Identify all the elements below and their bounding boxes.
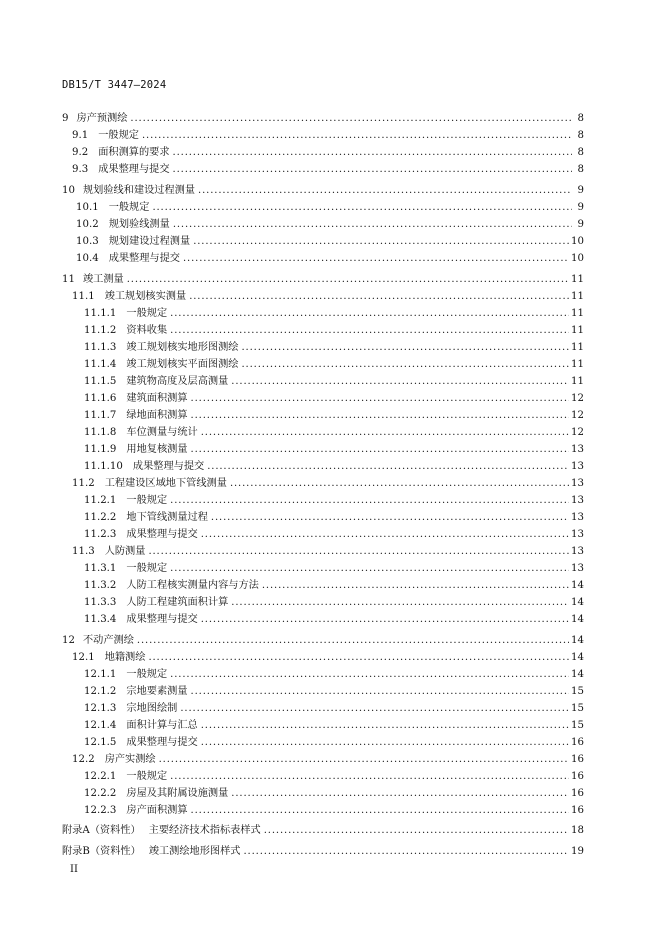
toc-entry-number: 11.3.3	[84, 597, 117, 608]
toc-entry-number: 11.1.9	[84, 444, 117, 455]
toc-entry[interactable]	[76, 249, 584, 266]
toc-leader-dots	[170, 770, 569, 784]
toc-leader-dots	[231, 375, 569, 389]
toc-entry-title: 规划验线测量	[108, 219, 170, 230]
toc-leader-dots	[231, 787, 569, 801]
toc-entry-number: 12	[62, 635, 75, 646]
toc-entry-page: 15	[571, 720, 584, 731]
toc-entry-number: 12.2.1	[84, 771, 117, 782]
toc-entry-page: 9	[577, 202, 584, 213]
toc-entry-title: 一般规定	[126, 563, 168, 574]
toc-entry-page: 14	[571, 669, 584, 680]
toc-entry[interactable]	[72, 126, 584, 143]
toc-entry-title: 房屋及其附属设施测量	[126, 788, 229, 799]
toc-entry-page: 13	[571, 529, 584, 540]
toc-entry-page: 12	[571, 410, 584, 421]
toc-entry-number: 12.2.3	[84, 805, 117, 816]
toc-entry-title: 房产实测绘	[104, 754, 156, 765]
toc-entry[interactable]	[84, 716, 584, 733]
toc-entry-title: 竣工测绘地形图样式	[148, 846, 241, 857]
toc-entry-page: 14	[571, 614, 584, 625]
toc-entry-number: 11.1.5	[84, 376, 117, 387]
toc-entry-title: 资料收集	[126, 325, 168, 336]
toc-leader-dots	[191, 409, 570, 423]
toc-entry-title: 地籍测绘	[104, 652, 146, 663]
toc-entry-title: 面积测算的要求	[98, 147, 170, 158]
toc-entry-number: 12.1	[72, 652, 95, 663]
toc-entry[interactable]	[84, 801, 584, 818]
toc-entry-number: 11.3.1	[84, 563, 117, 574]
toc-entry[interactable]	[72, 648, 584, 665]
toc-entry-title: 规划验线和建设过程测量	[82, 185, 196, 196]
toc-entry-page: 14	[571, 652, 584, 663]
toc-entry-number: 10.4	[76, 253, 99, 264]
toc-entry-page: 10	[571, 253, 584, 264]
toc-entry-page: 16	[571, 788, 584, 799]
toc-leader-dots	[241, 341, 569, 355]
toc-leader-dots	[211, 511, 569, 525]
toc-entry[interactable]	[76, 215, 584, 232]
toc-entry-page: 15	[571, 703, 584, 714]
toc-entry[interactable]	[72, 287, 584, 304]
toc-entry-page: 8	[577, 113, 584, 124]
toc-entry-title: 成果整理与提交	[126, 614, 198, 625]
toc-leader-dots	[170, 562, 569, 576]
toc-entry-page: 10	[571, 236, 584, 247]
toc-entry-page: 13	[571, 512, 584, 523]
toc-leader-dots	[148, 545, 569, 559]
toc-entry-page: 15	[571, 686, 584, 697]
toc-leader-dots	[152, 201, 572, 215]
toc-entry-page: 11	[571, 359, 584, 370]
toc-entry-number: 附录B（资料性）	[62, 846, 141, 857]
toc-leader-dots	[231, 596, 569, 610]
toc-entry-number: 9.1	[72, 130, 89, 141]
toc-entry-number: 11.2.2	[84, 512, 117, 523]
toc-entry-title: 车位测量与统计	[126, 427, 198, 438]
toc-leader-dots	[191, 443, 570, 457]
toc-leader-dots	[191, 685, 570, 699]
toc-entry-page: 8	[577, 164, 584, 175]
toc-entry-number: 12.1.4	[84, 720, 117, 731]
toc-entry-number: 11.1.8	[84, 427, 117, 438]
toc-entry-title: 用地复核测量	[126, 444, 188, 455]
toc-entry-number: 11.2.1	[84, 495, 117, 506]
toc-entry-title: 人防测量	[104, 546, 146, 557]
toc-entry[interactable]	[62, 109, 584, 126]
toc-entry-title: 成果整理与提交	[132, 461, 205, 472]
toc-entry-title: 成果整理与提交	[126, 737, 198, 748]
toc-entry-page: 11	[571, 308, 584, 319]
toc-entry-page: 9	[577, 219, 584, 230]
toc-entry-number: 12.1.2	[84, 686, 117, 697]
toc-entry-page: 8	[577, 130, 584, 141]
toc-entry-number: 11.3.2	[84, 580, 117, 591]
toc-entry[interactable]	[84, 389, 584, 406]
toc-entry-number: 11.2.3	[84, 529, 117, 540]
toc-entry-title: 成果整理与提交	[98, 164, 170, 175]
toc-leader-dots	[230, 477, 569, 491]
toc-entry-page: 18	[571, 825, 584, 836]
toc-entry[interactable]	[84, 457, 584, 474]
toc-entry-number: 11.1.1	[84, 308, 117, 319]
toc-leader-dots	[198, 184, 572, 198]
toc-leader-dots	[130, 112, 572, 126]
toc-entry-title: 面积计算与汇总	[126, 720, 198, 731]
toc-leader-dots	[201, 719, 569, 733]
toc-entry-title: 竣工规划核实地形图测绘	[126, 342, 239, 353]
toc-entry-title: 建筑面积测算	[126, 393, 188, 404]
toc-leader-dots	[170, 307, 569, 321]
toc-entry-page: 12	[571, 427, 584, 438]
toc-entry-title: 成果整理与提交	[126, 529, 198, 540]
toc-entry[interactable]	[84, 559, 584, 576]
toc-entry-page: 16	[571, 771, 584, 782]
toc-entry-page: 13	[571, 478, 584, 489]
toc-entry[interactable]	[84, 491, 584, 508]
toc-entry-page: 13	[571, 563, 584, 574]
toc-entry[interactable]	[62, 821, 584, 838]
toc-entry-number: 附录A（资料性）	[62, 825, 141, 836]
toc-entry-number: 11.1.2	[84, 325, 117, 336]
toc-entry-number: 11.1.10	[84, 461, 123, 472]
toc-entry[interactable]	[62, 181, 584, 198]
toc-entry-page: 14	[571, 597, 584, 608]
toc-leader-dots	[173, 146, 572, 160]
toc-leader-dots	[207, 460, 569, 474]
toc-entry-title: 一般规定	[126, 771, 168, 782]
toc-entry[interactable]	[84, 338, 584, 355]
toc-entry[interactable]	[72, 750, 584, 767]
toc-entry-title: 建筑物高度及层高测量	[126, 376, 229, 387]
toc-leader-dots	[142, 129, 572, 143]
toc-entry-number: 11.1.6	[84, 393, 117, 404]
toc-entry-title: 一般规定	[126, 308, 168, 319]
toc-leader-dots	[148, 651, 569, 665]
toc-entry[interactable]	[84, 593, 584, 610]
toc-entry[interactable]	[84, 423, 584, 440]
toc-entry[interactable]	[84, 406, 584, 423]
toc-entry-title: 一般规定	[108, 202, 150, 213]
toc-entry-title: 竣工规划核实平面图测绘	[126, 359, 239, 370]
toc-entry-number: 9.2	[72, 147, 89, 158]
toc-entry-title: 一般规定	[98, 130, 139, 141]
toc-entry-page: 11	[571, 325, 584, 336]
toc-entry-number: 12.2.2	[84, 788, 117, 799]
toc-leader-dots	[193, 235, 569, 249]
toc-entry-page: 14	[571, 635, 584, 646]
toc-entry-page: 16	[571, 754, 584, 765]
toc-entry[interactable]	[84, 767, 584, 784]
toc-entry[interactable]	[84, 304, 584, 321]
toc-leader-dots	[201, 528, 569, 542]
toc-entry-title: 宗地图绘制	[126, 703, 178, 714]
toc-entry-page: 12	[571, 393, 584, 404]
toc-entry-title: 竣工测量	[82, 274, 124, 285]
toc-entry[interactable]	[76, 232, 584, 249]
toc-entry-number: 11.2	[72, 478, 95, 489]
toc-entry[interactable]	[76, 198, 584, 215]
toc-entry-page: 13	[571, 495, 584, 506]
toc-leader-dots	[173, 218, 572, 232]
toc-entry[interactable]	[84, 440, 584, 457]
toc-leader-dots	[137, 634, 569, 648]
toc-entry-number: 11.1	[72, 291, 95, 302]
toc-leader-dots	[191, 392, 570, 406]
toc-entry-title: 工程建设区域地下管线测量	[104, 478, 227, 489]
toc-entry-title: 房产面积测算	[126, 805, 188, 816]
toc-leader-dots	[262, 579, 569, 593]
toc-entry-title: 人防工程建筑面积计算	[126, 597, 229, 608]
toc-entry-title: 房产预测绘	[76, 113, 128, 124]
toc-entry-number: 10.2	[76, 219, 99, 230]
toc-entry-page: 13	[571, 546, 584, 557]
toc-entry-page: 9	[577, 185, 584, 196]
toc-entry-title: 主要经济技术指标表样式	[148, 825, 261, 836]
toc-entry[interactable]	[84, 665, 584, 682]
toc-leader-dots	[170, 494, 569, 508]
toc-leader-dots	[183, 252, 569, 266]
toc-leader-dots	[170, 668, 569, 682]
toc-entry-title: 规划建设过程测量	[108, 236, 191, 247]
toc-entry-page: 14	[571, 580, 584, 591]
toc-entry-page: 13	[571, 444, 584, 455]
toc-entry-number: 9.3	[72, 164, 89, 175]
toc-entry-number: 11.3.4	[84, 614, 117, 625]
toc-leader-dots	[170, 324, 569, 338]
toc-entry-number: 10.3	[76, 236, 99, 247]
toc-entry-number: 11.1.7	[84, 410, 117, 421]
toc-leader-dots	[173, 163, 572, 177]
toc-entry[interactable]	[62, 631, 584, 648]
toc-entry-page: 13	[571, 461, 584, 472]
toc-entry[interactable]	[62, 270, 584, 287]
toc-leader-dots	[244, 845, 570, 859]
toc-entry[interactable]	[84, 321, 584, 338]
toc-entry[interactable]	[72, 160, 584, 177]
toc-entry-title: 宗地要素测量	[126, 686, 188, 697]
toc-entry[interactable]	[84, 784, 584, 801]
toc-entry-title: 一般规定	[126, 669, 168, 680]
toc-entry-number: 11.1.4	[84, 359, 117, 370]
toc-leader-dots	[191, 804, 570, 818]
toc-leader-dots	[159, 753, 569, 767]
toc-entry-page: 11	[571, 376, 584, 387]
toc-entry[interactable]	[84, 610, 584, 627]
toc-entry-title: 地下管线测量过程	[126, 512, 208, 523]
toc-entry-title: 一般规定	[126, 495, 168, 506]
toc-entry-number: 9	[62, 113, 69, 124]
toc-entry-number: 11	[62, 274, 75, 285]
toc-entry[interactable]	[84, 576, 584, 593]
toc-entry-number: 12.1.5	[84, 737, 117, 748]
toc-entry[interactable]	[84, 525, 584, 542]
toc-entry-page: 11	[571, 291, 584, 302]
toc-entry[interactable]	[84, 699, 584, 716]
toc-entry-title: 不动产测绘	[82, 635, 134, 646]
toc-entry-page: 11	[571, 342, 584, 353]
toc-leader-dots	[180, 702, 569, 716]
toc-leader-dots	[241, 358, 569, 372]
toc-entry[interactable]	[84, 355, 584, 372]
toc-entry[interactable]	[72, 542, 584, 559]
toc-entry[interactable]	[72, 143, 584, 160]
toc-entry-page: 8	[577, 147, 584, 158]
toc-entry[interactable]	[84, 682, 584, 699]
toc-leader-dots	[201, 613, 569, 627]
toc-entry-page: 11	[571, 274, 584, 285]
document-code-header: DB15/T 3447—2024	[62, 79, 167, 91]
toc-entry-number: 12.1.1	[84, 669, 117, 680]
toc-entry-number: 10	[62, 185, 75, 196]
toc-entry[interactable]	[84, 508, 584, 525]
toc-entry-number: 12.2	[72, 754, 95, 765]
toc-entry-title: 成果整理与提交	[108, 253, 180, 264]
toc-entry-title: 人防工程核实测量内容与方法	[126, 580, 259, 591]
toc-entry-number: 11.1.3	[84, 342, 117, 353]
toc-leader-dots	[201, 736, 569, 750]
toc-entry-page: 16	[571, 805, 584, 816]
toc-entry[interactable]	[84, 733, 584, 750]
toc-entry[interactable]	[62, 842, 584, 859]
page-number-footer: II	[70, 864, 78, 875]
toc-leader-dots	[264, 824, 569, 838]
toc-leader-dots	[127, 273, 569, 287]
toc-entry-title: 竣工规划核实测量	[104, 291, 187, 302]
toc-leader-dots	[201, 426, 569, 440]
toc-entry-number: 11.3	[72, 546, 95, 557]
toc-entry-page: 19	[571, 846, 584, 857]
toc-entry[interactable]	[72, 474, 584, 491]
toc-leader-dots	[189, 290, 569, 304]
toc-entry-number: 10.1	[76, 202, 99, 213]
toc-entry-number: 12.1.3	[84, 703, 117, 714]
toc-entry-page: 16	[571, 737, 584, 748]
toc-entry[interactable]	[84, 372, 584, 389]
toc-entry-title: 绿地面积测算	[126, 410, 188, 421]
